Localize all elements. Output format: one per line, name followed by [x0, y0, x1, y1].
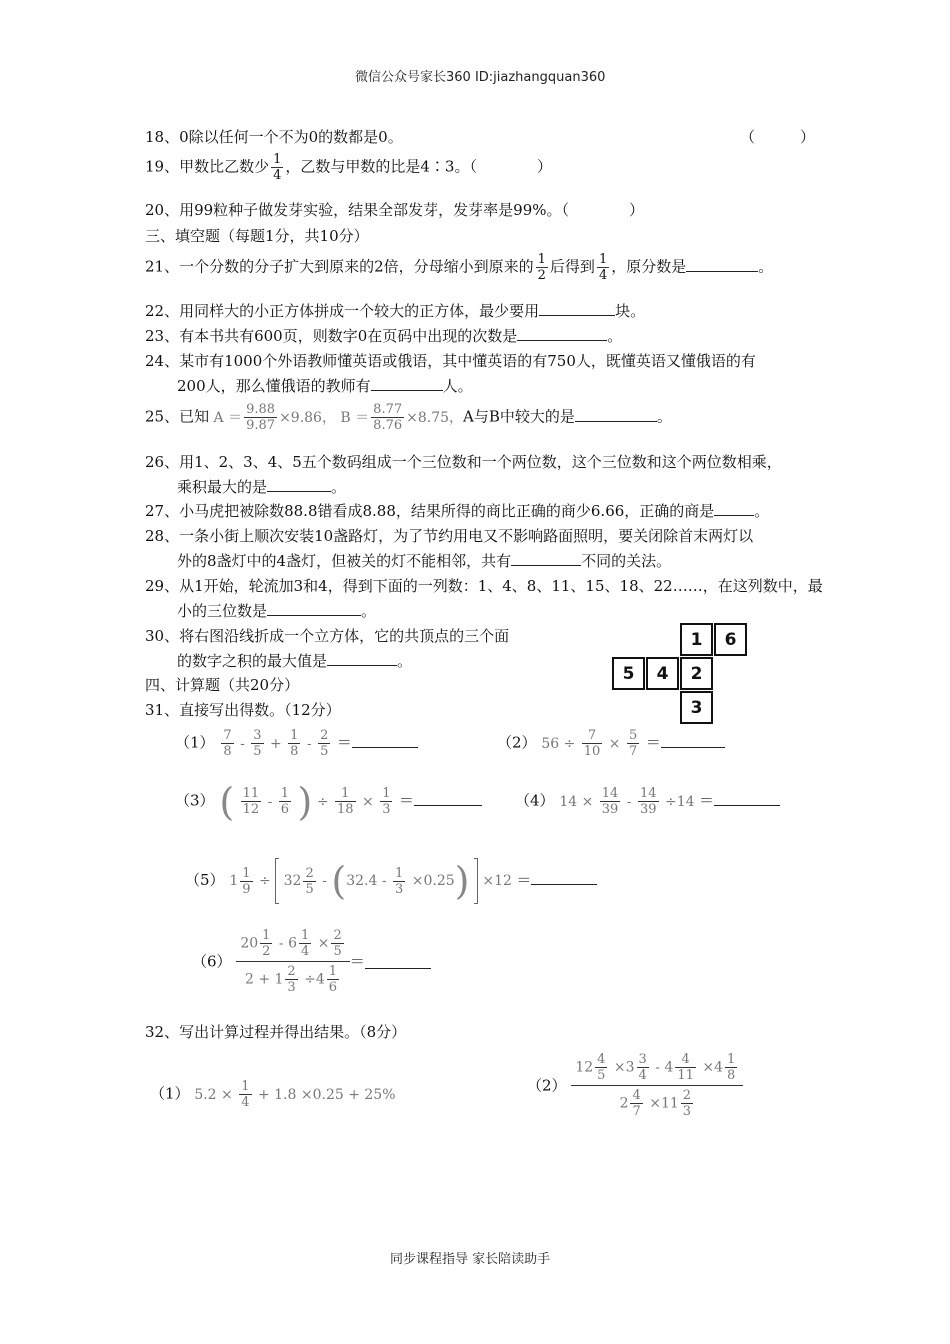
- answer-blank[interactable]: [575, 407, 657, 422]
- answer-blank[interactable]: [714, 791, 780, 806]
- question-24-line-2: 200人，那么懂俄语的教师有 人。: [177, 377, 473, 395]
- answer-blank[interactable]: [267, 601, 361, 616]
- question-20: 20、用99粒种子做发芽实验，结果全部发芽，发芽率是99%。（ ）: [145, 201, 645, 219]
- section-4-title: 四、计算题（共20分）: [145, 676, 300, 694]
- cube-face-4: 4: [646, 657, 679, 690]
- question-22: 22、用同样大的小正方体拼成一个较大的正方体，最少要用 块。: [145, 302, 646, 320]
- question-28: 28、一条小街上顺次安装10盏路灯，为了节约用电又不影响路面照明，要关闭除首末两灯以: [145, 527, 754, 545]
- cube-face-2: 2: [680, 657, 713, 690]
- question-29-line-2: 小的三位数是 。: [177, 602, 377, 620]
- question-21: 21、一个分数的分子扩大到原来的2倍，分母缩小到原来的 $\frac{1}{2}$ 后得到 $\frac{1}{4}$ ，原分数是 。: [145, 252, 774, 283]
- answer-blank[interactable]: [371, 376, 443, 391]
- question-31-6: （6） 20 $\frac{1}{2}$ - 6 $\frac{1}{4}$ × $\frac{2}{5}$ 2 + 1 $\frac{2}{3}$ ÷4 $\frac{1}{6}$ ＝: [192, 928, 431, 995]
- answer-blank[interactable]: [686, 257, 758, 272]
- cube-face-5: 5: [612, 657, 645, 690]
- cube-face-3: 3: [680, 691, 713, 724]
- question-26-line-2: 乘积最大的是 。: [177, 478, 347, 496]
- question-31-4: （4） 14 × $\frac{14}{39}$ - $\frac{14}{39}$ ÷14 ＝: [515, 786, 780, 817]
- question-31-1: （1） $\frac{7}{8}$ - $\frac{3}{5}$ + $\frac{1}{8}$ - $\frac{2}{5}$ ＝: [175, 728, 418, 759]
- answer-blank[interactable]: [517, 326, 607, 341]
- question-28-line-2: 外的8盏灯中的4盏灯，但被关的灯不能相邻，共有 不同的关法。: [177, 552, 672, 570]
- answer-blank[interactable]: [414, 791, 482, 806]
- question-32-1: （1） 5.2 × $\frac{1}{4}$ + 1.8 ×0.25 + 25%: [150, 1079, 396, 1110]
- answer-blank[interactable]: [327, 651, 397, 666]
- fraction: $\frac{9.88}{9.87}$: [246, 402, 276, 433]
- cube-face-6: 6: [714, 623, 747, 656]
- question-19: 19、甲数比乙数少 $\frac{1}{4}$ ，乙数与甲数的比是4∶3。（ ）: [145, 152, 552, 183]
- answer-blank[interactable]: [365, 954, 431, 969]
- question-24: 24、某市有1000个外语教师懂英语或俄语，其中懂英语的有750人，既懂英语又懂俄语的有: [145, 352, 756, 370]
- question-31-2: （2） 56 ÷ $\frac{7}{10}$ × $\frac{5}{7}$ ＝: [497, 728, 725, 759]
- question-27: 27、小马虎把被除数88.8错看成8.88，结果所得的商比正确的商少6.66，正确的商是 。: [145, 502, 770, 520]
- question-25: 25、已知 A ＝ $\frac{9.88}{9.87}$ ×9.86， B ＝ $\frac{8.77}{8.76}$ ×8.75，A与B中较大的是 。: [145, 402, 672, 433]
- question-18: 18、0除以任何一个不为0的数都是0。: [145, 128, 403, 146]
- answer-blank[interactable]: [661, 733, 725, 748]
- fraction: $\frac{8.77}{8.76}$: [373, 402, 403, 433]
- fraction: $\frac{1}{4}$: [273, 152, 282, 183]
- section-3-title: 三、填空题（每题1分，共10分）: [145, 227, 369, 245]
- answer-blank[interactable]: [352, 733, 418, 748]
- answer-blank[interactable]: [511, 551, 581, 566]
- question-31-3: （3） ( $\frac{11}{12}$ - $\frac{1}{6}$ ) ÷ $\frac{1}{18}$ × $\frac{1}{3}$ ＝: [175, 786, 482, 817]
- question-30-line-2: 的数字之积的最大值是 。: [177, 652, 413, 670]
- page-footer: 同步课程指导 家长陪读助手: [390, 1252, 551, 1267]
- question-18-answer: （ ）: [740, 128, 816, 146]
- fraction: $\frac{1}{4}$: [598, 252, 608, 283]
- question-29: 29、从1开始，轮流加3和4，得到下面的一列数：1、4、8、11、15、18、22……，在这列数中，最: [145, 577, 823, 595]
- question-32-title: 32、写出计算过程并得出结果。（8分）: [145, 1023, 407, 1041]
- question-30: 30、将右图沿线折成一个立方体，它的共顶点的三个面: [145, 627, 510, 645]
- fraction: $\frac{1}{2}$: [537, 252, 546, 283]
- page-header: 微信公众号家长360 ID:jiazhangquan360: [355, 70, 606, 85]
- question-32-2: （2） 12 $\frac{4}{5}$ ×3 $\frac{3}{4}$ - 4 $\frac{4}{11}$ ×4 $\frac{1}{8}$ 2 $\frac{4}{7}$ ×11 $\frac{2}{3}$: [527, 1052, 743, 1119]
- answer-blank[interactable]: [531, 870, 597, 885]
- answer-blank[interactable]: [539, 301, 615, 316]
- cube-face-1: 1: [680, 623, 713, 656]
- question-31-title: 31、直接写出得数。（12分）: [145, 701, 341, 719]
- answer-blank[interactable]: [714, 501, 754, 516]
- question-26: 26、用1、2、3、4、5五个数码组成一个三位数和一个两位数，这个三位数和这个两位数相乘，: [145, 453, 782, 471]
- question-23: 23、有本书共有600页，则数字0在页码中出现的次数是 。: [145, 327, 623, 345]
- answer-blank[interactable]: [267, 477, 331, 492]
- question-31-5: （5） 1 $\frac{1}{9}$ ÷ 32 $\frac{2}{5}$ - (32.4 - $\frac{1}{3}$ ×0.25) ×12 ＝: [185, 858, 597, 904]
